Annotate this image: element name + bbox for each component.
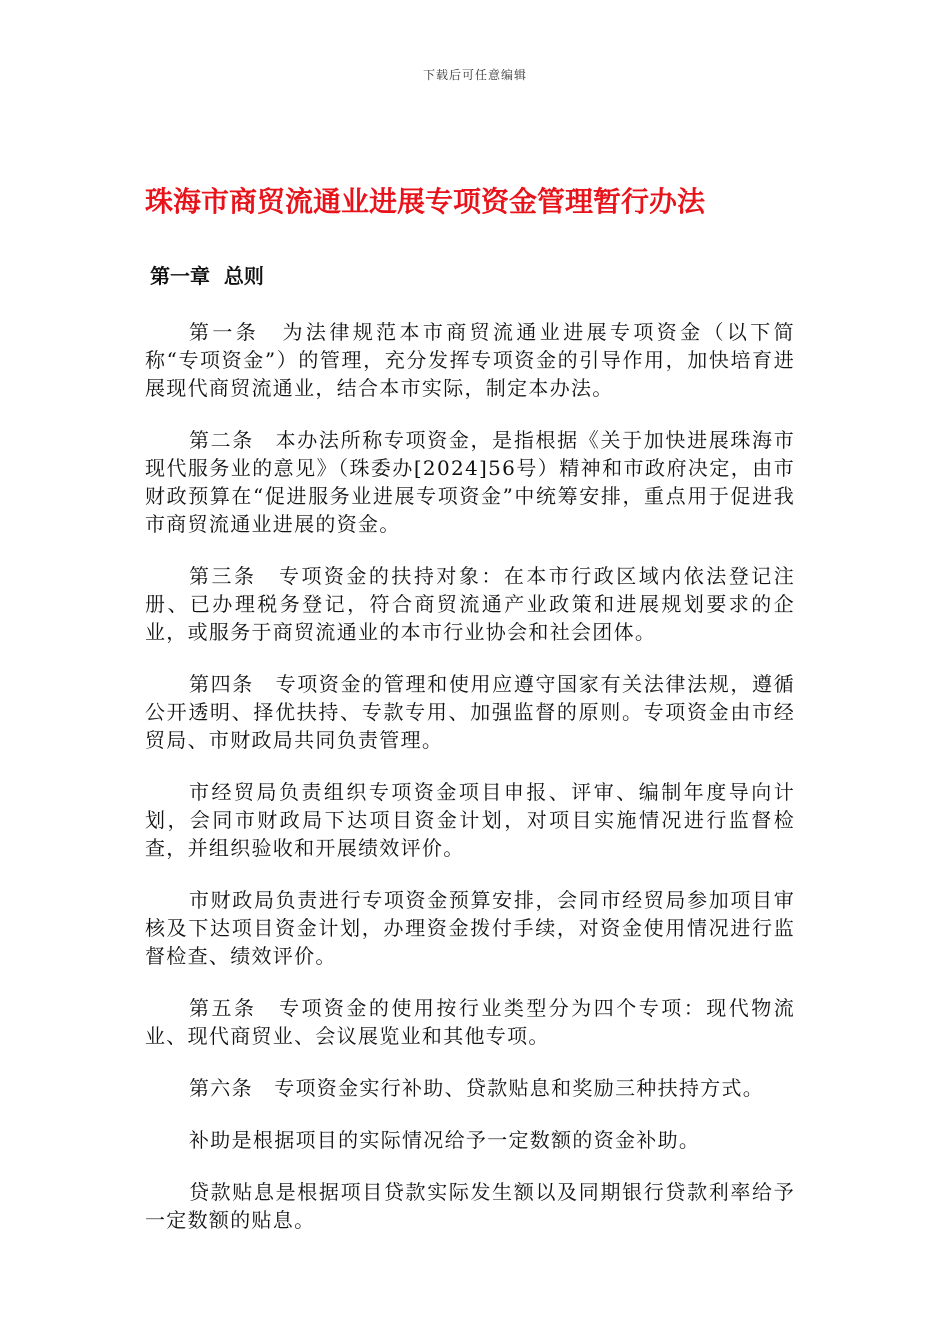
paragraph-article-5: 第五条 专项资金的使用按行业类型分为四个专项：现代物流业、现代商贸业、会议展览业和其他专项。 [145,996,795,1048]
paragraph-article-1: 第一条 为法律规范本市商贸流通业进展专项资金（以下简称“专项资金”）的管理，充分发挥专项资金的引导作用，加快培育进展现代商贸流通业，结合本市实际，制定本办法。 [145,320,795,400]
document-title: 珠海市商贸流通业进展专项资金管理暂行办法 [145,185,706,218]
document-body [145,318,795,1258]
paragraph-article-6: 第六条 专项资金实行补助、贷款贴息和奖励三种扶持方式。 [189,1076,765,1100]
paragraph-finance-bureau-duty: 市财政局负责进行专项资金预算安排，会同市经贸局参加项目审核及下达项目资金计划，办理资金拨付手续，对资金使用情况进行监督检查、绩效评价。 [145,888,795,968]
header-note: 下载后可任意编辑 [422,68,527,82]
paragraph-loan-interest: 贷款贴息是根据项目贷款实际发生额以及同期银行贷款利率给予一定数额的贴息。 [145,1180,795,1232]
paragraph-article-2: 第二条 本办法所称专项资金，是指根据《关于加快进展珠海市现代服务业的意见》（珠委办[2024]56号）精神和市政府决定，由市财政预算在“促进服务业进展专项资金”中统筹安排，重点用于促进我市商贸流通业进展的资金。 [145,428,795,536]
chapter-heading: 第一章 总则 [150,264,264,288]
paragraph-economic-bureau-duty: 市经贸局负责组织专项资金项目申报、评审、编制年度导向计划，会同市财政局下达项目资金计划，对项目实施情况进行监督检查，并组织验收和开展绩效评价。 [145,780,795,860]
paragraph-article-3: 第三条 专项资金的扶持对象：在本市行政区域内依法登记注册、已办理税务登记，符合商贸流通产业政策和进展规划要求的企业，或服务于商贸流通业的本市行业协会和社会团体。 [145,564,795,644]
paragraph-subsidy: 补助是根据项目的实际情况给予一定数额的资金补助。 [189,1128,701,1152]
paragraph-article-4: 第四条 专项资金的管理和使用应遵守国家有关法律法规，遵循公开透明、择优扶持、专款专用、加强监督的原则。专项资金由市经贸局、市财政局共同负责管理。 [145,672,795,752]
